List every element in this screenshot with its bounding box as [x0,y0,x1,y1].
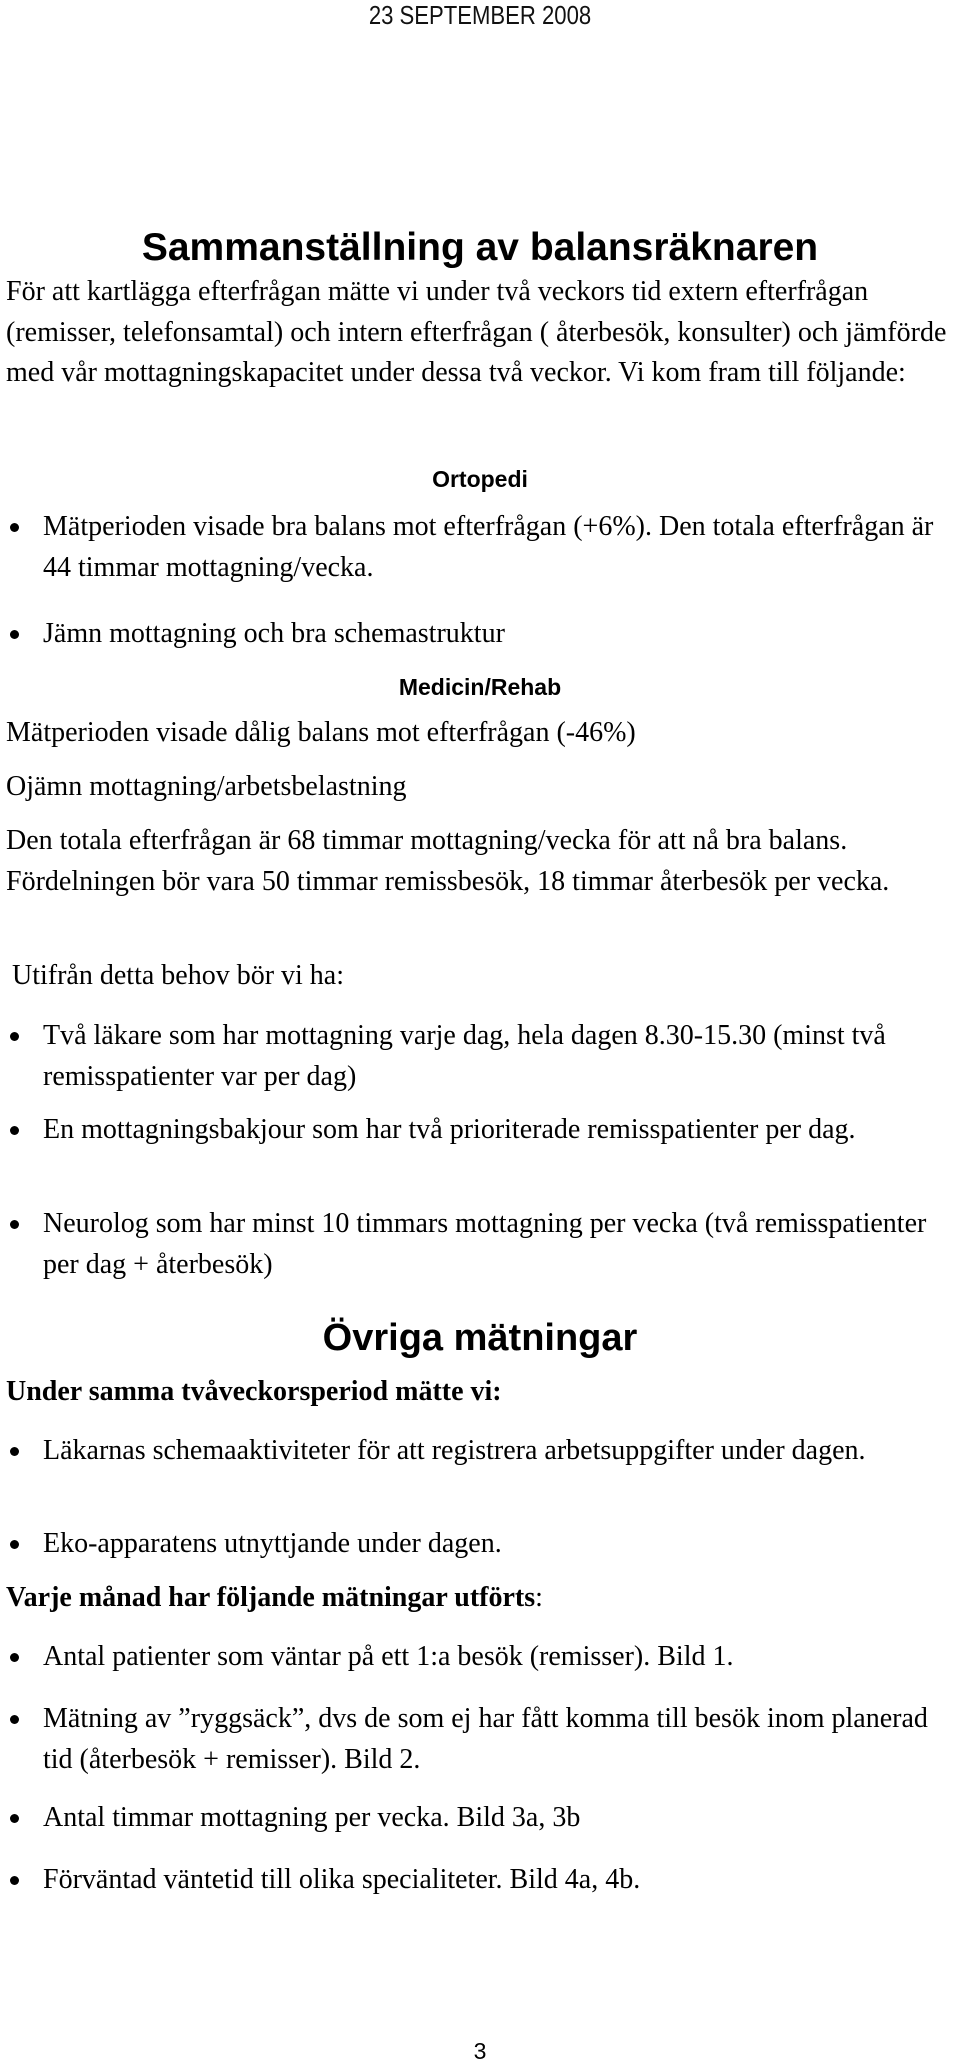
ortopedi-bullet-1: Mätperioden visade bra balans mot efterfrågan (+6%). Den totala efterfrågan är 44 timmar mottagning/vecka. [43,511,934,583]
bullet-icon [10,1126,19,1135]
page-number: 3 [473,2038,487,2064]
monthly-heading-bold: Varje månad har följande mätningar utförts [6,1582,536,1613]
bullet-icon [10,1447,19,1456]
subheading-ortopedi: Ortopedi [432,466,528,492]
intro-paragraph: För att kartlägga efterfrågan mätte vi under två veckors tid extern efterfrågan (remisser, telefonsamtal) och intern efterfrågan ( återbesök, konsulter) och jämförde med vår mottagningskapacitet under dessa två veckor. Vi kom fram till följande: [6,276,947,388]
monthly-heading [6,1578,958,1619]
bullet-icon [10,1540,19,1549]
medicin-bullet-1: Två läkare som har mottagning varje dag, hela dagen 8.30-15.30 (minst två remisspatienter var per dag) [43,1020,886,1092]
bullet-icon [10,1814,19,1823]
monthly-bullet-2: Mätning av ”ryggsäck”, dvs de som ej har fått komma till besök inom planerad tid (återbesök + remisser). Bild 2. [43,1703,928,1775]
medicin-bullet-3: Neurolog som har minst 10 timmars mottagning per vecka (två remisspatienter per dag + återbesök) [43,1208,927,1280]
bullet-icon [10,1220,19,1229]
medicin-line-1: Mätperioden visade dålig balans mot efterfrågan (-46%) [6,717,636,748]
monthly-bullet-3: Antal timmar mottagning per vecka. Bild 3a, 3b [43,1802,581,1833]
bullet-icon [10,523,19,532]
bullet-icon [10,1032,19,1041]
medicin-bullet-2: En mottagningsbakjour som har två prioriterade remisspatienter per dag. [43,1114,856,1145]
ortopedi-bullet-2: Jämn mottagning och bra schemastruktur [43,618,505,649]
medicin-line-2: Ojämn mottagning/arbetsbelastning [6,771,407,802]
monthly-bullet-4: Förväntad väntetid till olika specialiteter. Bild 4a, 4b. [43,1864,641,1895]
medicin-paragraph: Den totala efterfrågan är 68 timmar mottagning/vecka för att nå bra balans. Fördelningen bör vara 50 timmar remissbesök, 18 timmar återbesök per vecka. [6,825,890,897]
section-title-balansraknaren: Sammanställning av balansräknaren [141,226,819,269]
bullet-icon [10,1653,19,1662]
medicin-needs-intro: Utifrån detta behov bör vi ha: [12,960,345,991]
bullet-icon [10,1715,19,1724]
subheading-medicin-rehab: Medicin/Rehab [398,674,562,700]
ovriga-bullet-2: Eko-apparatens utnyttjande under dagen. [43,1528,502,1559]
ovriga-bullet-1: Läkarnas schemaaktiviteter för att registrera arbetsuppgifter under dagen. [43,1435,866,1466]
bullet-icon [10,630,19,639]
monthly-bullet-1: Antal patienter som väntar på ett 1:a besök (remisser). Bild 1. [43,1641,734,1672]
header-date: 23 SEPTEMBER 2008 [368,0,592,30]
bullet-icon [10,1876,19,1885]
ovriga-subtitle: Under samma tvåveckorsperiod mätte vi: [6,1376,502,1407]
monthly-heading-colon: : [535,1582,543,1613]
section-title-ovriga: Övriga mätningar [322,1317,638,1359]
